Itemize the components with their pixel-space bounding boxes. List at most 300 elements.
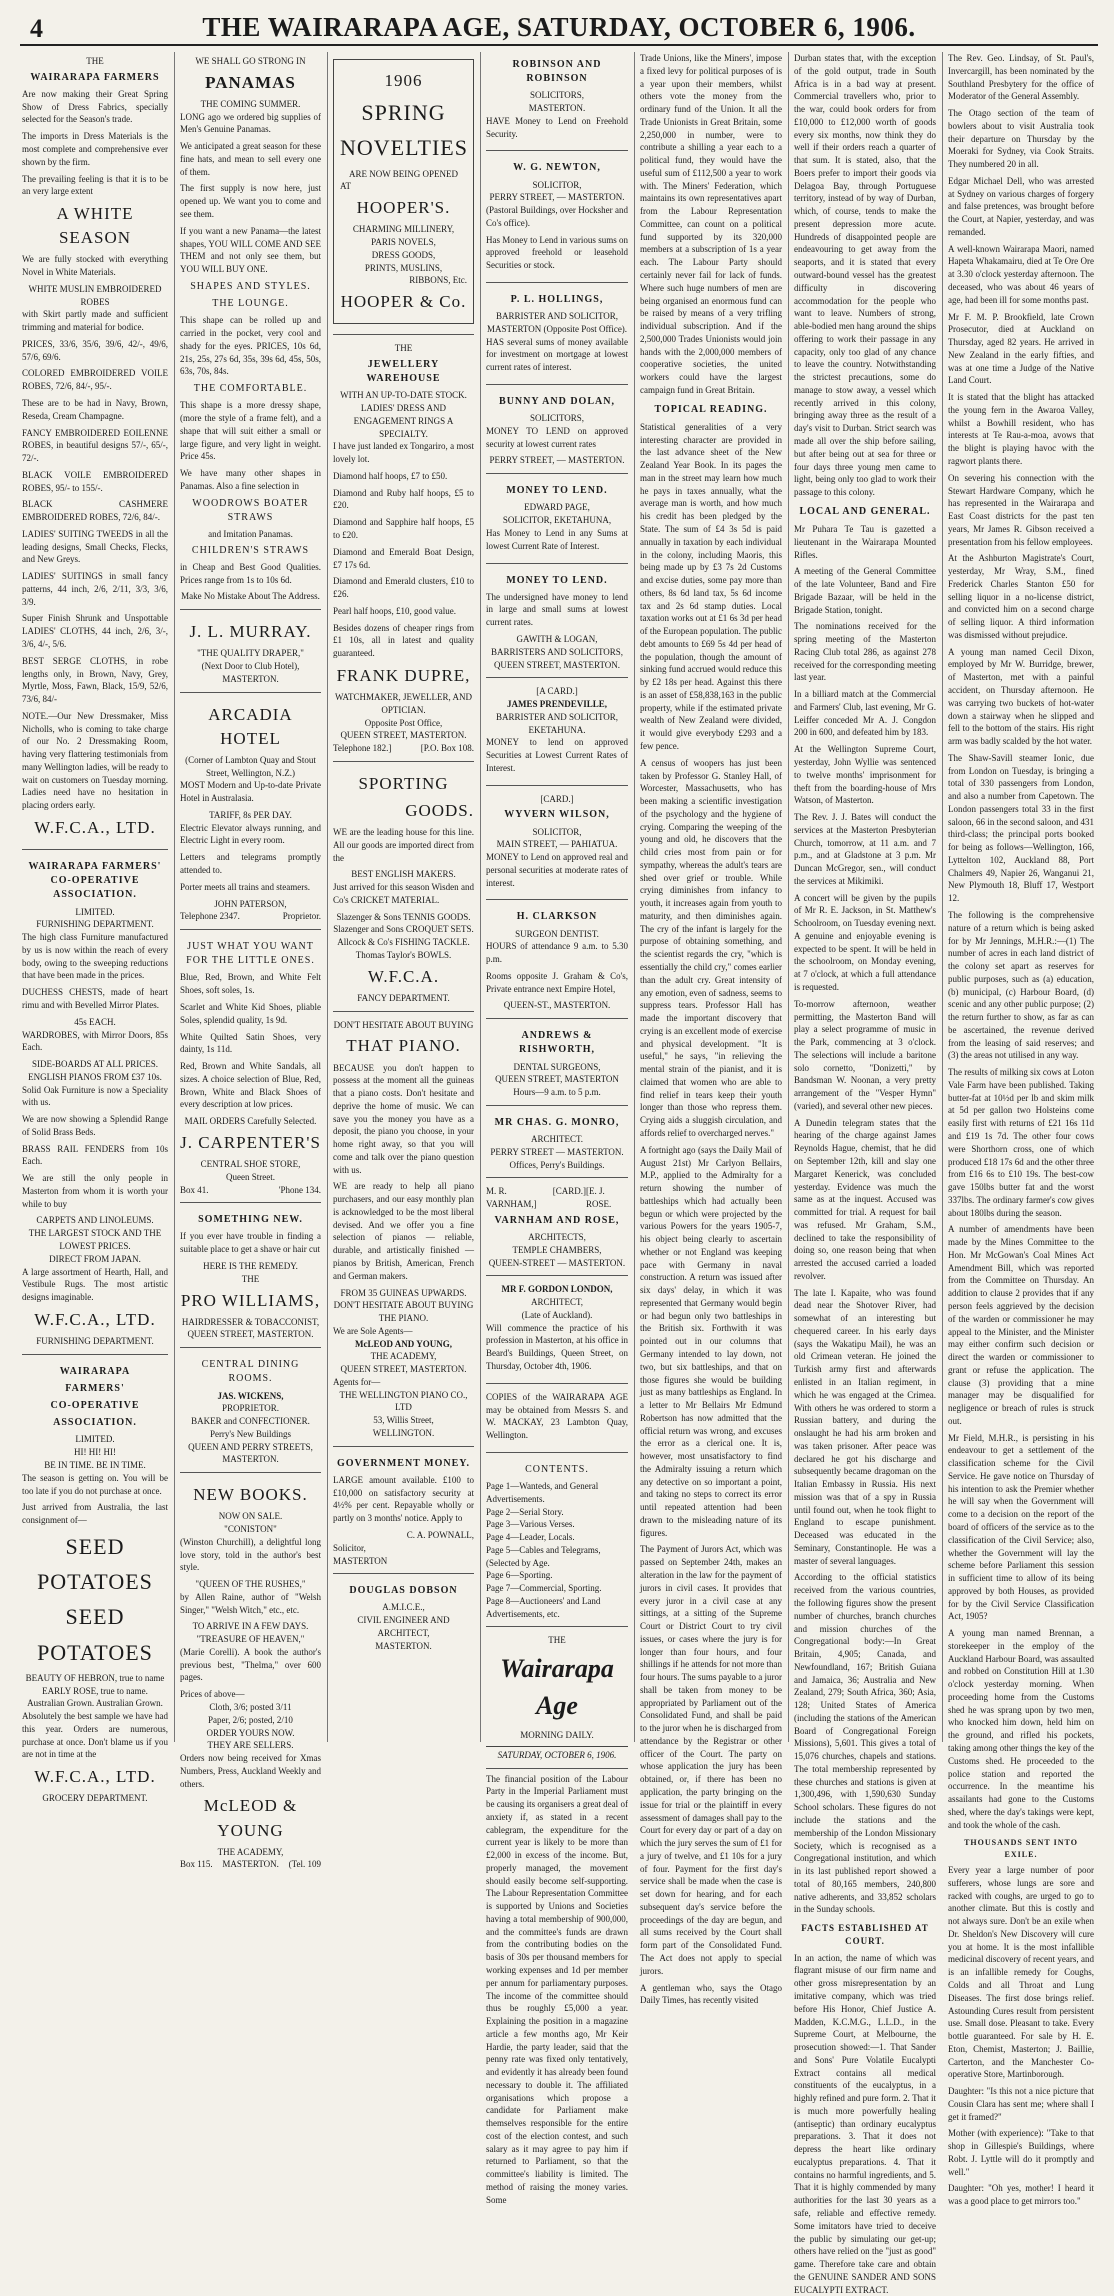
ad-text: Letters and telegrams promptly attended to. — [180, 852, 321, 876]
ad-subtitle: LIMITED. — [75, 1434, 115, 1445]
ad-text: Has Money to Lend in various sums on approved freehold or leasehold Securities or stock. — [486, 234, 628, 271]
ad-item: BLACK CASHMERE EMBROIDERED ROBES, 72/6, 84/-. — [22, 499, 168, 523]
andrews-ad — [486, 1023, 628, 1106]
ad-item: EARLY ROSE, true to name. — [42, 1685, 148, 1696]
column-4 — [486, 52, 628, 2205]
ad-text: The undersigned have money to lend in large and small sums at lowest current rates. — [486, 591, 628, 628]
ad-text: 53, Willis Street, — [373, 1415, 434, 1426]
article-paragraph: In an action, the name of which was flagrant misuse of our firm name and other gross misrepresentation by an imitative company, which was tried before His Honor, Chief Justice A. Madden, K.C.M.G., L.L.D., in the Supreme Court, at Melbourne, the prosecution showed:—1. That Sander and Sons' Pure Volatile Eucalypti Extract contains all medical constituents of the eucalyptus, in a highly refined and pure form. 2. That it is much more powerfully healing (antiseptic) than ordinary eucalyptus preparations. 3. That it does not depress the heart like ordinary eucalyptus preparations. 4. That it contains no harmful ingredients, and 5. That it is highly commended by many authorities for the last 30 years as a safe, reliable and effective remedy. Some imitators have tried to deceive the public by simulating our get-up; others have relied on the "just as good" game. Therefore take care and obtain the GENUINE SANDER AND SONS EUCALYPTI EXTRACT. — [794, 1952, 936, 2295]
jewellery-warehouse-ad — [333, 339, 474, 762]
ad-headline: WYVERN WILSON, — [504, 809, 610, 821]
article-paragraph: A young man named Brennan, a storekeeper in the employ of the Auckland Harbour Board, was assaulted and robbed on Constitution Hill at 1.30 o'clock yesterday morning. When proceeding home from the Customs shed he was sprang upon by two men, who knocked him down, held him on the ground, and rifled his pockets, taking among other things the key of the Customs shed. He proceeded to the police station and reported the occurrence. In the meantime his assailants had gone to the Customs shed, where the day's takings were kept, and took the whole of the cash. — [948, 1628, 1094, 1830]
ad-text: We anticipated a great season for these fine hats, and mean to sell every one of them. — [180, 141, 321, 177]
article-paragraph: Edgar Michael Dell, who was arrested at Sydney on various charges of forgery and false pretences, was brought before the Court, at Napier, yesterday, and was remanded. — [948, 175, 1094, 237]
ad-headline: ROBINSON AND ROBINSON — [512, 59, 602, 85]
ad-item: CHARMING MILLINERY, — [352, 224, 455, 235]
page-money-ad — [486, 478, 628, 563]
ad-note: NOTE.—Our New Dressmaker, Miss Nicholls, who is coming to take charge of our No. 2 Dressmaking Room, having very flattering testimonials from many Wellington ladies, will be ready to wait on customers on Tuesday morning. Ladies need have no hesitation in placing orders early. — [22, 710, 168, 811]
ad-text: JAS. WICKENS, — [217, 1390, 284, 1401]
ad-headline: McLEOD AND YOUNG, — [355, 1338, 452, 1349]
ad-text: WE are the leading house for this line. All our goods are imported direct from the — [333, 827, 474, 863]
contents-item: Page 1—Wanteds, and General Advertisements. — [486, 1480, 599, 1504]
ad-headline: SEED — [65, 1533, 125, 1559]
ad-text: (Corner of Lambton Quay and Stout Street, Wellington, N.Z.) — [185, 754, 316, 778]
ad-item: SIDE-BOARDS AT ALL PRICES. — [31, 1059, 159, 1070]
leader-article-cont: Trade Unions, like the Miners', impose a fixed levy for political purposes of is a year upon their members, whilst others vote the money from the ordinary fund of the Union. It all the Trade Unionists in Great Britain, some 2,250,000 in number, were to contribute a shilling a year each to a political fund, they would have the useful sum of £112,500 a year to work with. The Miners' Federation, which maintains its own representatives apart from the Labour Representation Committee, can count on a political fund supported by its 320,000 members at a subscription of 1s a year each. The Labour Party should certainly never fail for lack of funds. Where such huge numbers of men are being organised an enormous fund can be raised by means of a very trifling individual subscription. And if the 2,500,000 Trades Unionists would join hands with the 2,000,000 members of cooperative societies, the united workers could have the largest campaign fund in Great Britain. — [640, 53, 782, 395]
bunny-ad — [486, 389, 628, 474]
article-paragraph: Every year a large number of poor sufferers, whose lungs are sore and racked with coughs, are urged to go to another climate. But this is costly and not always sure. Don't be an exile when Dr. Sheldon's New Discovery will cure you at home. It is the most infallible medicinal discovery of recent years, and is an infallible remedy for Coughs, Colds and all Throat and Lung Diseases. The first dose brings relief. Astounding Cures result from persistent use. Small dose. Pleasant to take. Every bottle guaranteed. For sale by H. E. Eton, Chemist, Masterton; J. Baillie, Carterton, and the Manchester Co-operative Store, Martinborough. — [948, 1865, 1094, 2080]
ad-text: ARE NOW BEING OPENED — [348, 168, 459, 179]
ad-text: THE ACADEMY, — [370, 1351, 437, 1362]
ad-text: BARRISTER AND SOLICITOR, — [495, 711, 619, 722]
contents-title: CONTENTS. — [525, 1463, 589, 1475]
ad-text: QUEEN STREET, MASTERTON — [495, 1074, 619, 1085]
contents-item: Page 3—Various Verses. — [486, 1519, 575, 1530]
robinson-ad — [486, 52, 628, 151]
ad-text: MASTERTON (Opposite Post Office). — [486, 323, 628, 334]
ad-headline: MONEY TO LEND. — [506, 485, 608, 497]
ad-text: SOLICITOR, EKETAHUNA, — [502, 515, 612, 526]
prendeville-ad — [486, 682, 628, 785]
ad-headline: MR F. GORDON LONDON, — [501, 1284, 613, 1295]
article-paragraph: A Dunedin telegram states that the hearing of the charge against James Reynolds Hague, chemist, that he did on September 12th, kill and slay one Margaret Kenerick, was concluded yesterday. Evidence was much the same as at the inquest. Accused was committed for trial. A request for bail was refused. Mr Graham, S.M., declined to take the responsibility of doing so, one reason being that when arrested the accused carried a loaded revolver. — [794, 1117, 936, 1281]
newspaper-title: THE WAIRARAPA AGE, SATURDAY, OCTOBER 6, 1906. — [202, 12, 916, 42]
ad-text: Box 115. — [180, 1859, 213, 1870]
ad-item: Australian Grown. Australian Grown. — [27, 1698, 163, 1709]
book-title: "TREASURE OF HEAVEN," — [196, 1634, 305, 1645]
ad-text: PERRY STREET — MASTERTON. — [490, 1146, 624, 1157]
hollings-ad — [486, 287, 628, 385]
ad-text: SOLICITORS, — [529, 90, 585, 101]
ad-subhead: THE COMFORTABLE. — [193, 383, 308, 395]
ad-text: If you ever have trouble in finding a suitable place to get a shave or hair cut — [180, 1231, 321, 1255]
ad-text: Box 41. — [180, 1184, 209, 1195]
ad-text: These are to be had in Navy, Brown, Reseda, Cream Champagne. — [22, 397, 168, 421]
ad-text: (Late of Auckland). — [521, 1309, 593, 1320]
ad-text: Orders now being received for Xmas Numbers, Press, Auckland Weekly and others. — [180, 1753, 321, 1789]
column-rule — [634, 52, 635, 1742]
ad-text: THE WELLINGTON PIANO CO., LTD — [339, 1389, 468, 1413]
ad-headline: SPRING — [361, 100, 446, 126]
leader-article: The financial position of the Labour Party in the Imperial Parliament must be causing its organisers a great deal of anxiety if, as stated in a recent cablegram, the expenditure for the current year is likely to be more than £2,000 in excess of the income. But, properly managed, the movement should easily become self-supporting. The Labour Representation Committee is supported by Unions and Societies having a total membership of 900,000, and the committee's funds are drawn from the contributing bodies on the basis of 30s per thousand members for working expenses and 1d per member per annum for parliamentary purposes. The income of the committee should thus be roughly £5,000 a year. Explaining the position in a magazine article a few months ago, Mr Keir Hardie, the party leader, said that the penny rate was fixed only tentatively, and evidently it has already been found necessary to double it. The affiliated organisations which propose a candidate for Parliament make themselves responsible for the entire cost of the election contest, and such salary as it may agree to pay him if returned to Parliament, so that the committee's liability is limited. The method of raising the money varies. Some — [486, 1773, 628, 2205]
ad-subhead: ORDER YOURS NOW. — [206, 1727, 295, 1738]
contents-item: Page 6—Sporting. — [486, 1570, 553, 1581]
ad-text: THE — [241, 1273, 260, 1284]
ad-text: Red, Brown and White Sandals, all sizes. A choice selection of Blue, Red, Brown, White and Black Shoes of every description at low prices. — [180, 1061, 321, 1110]
ad-text: [P.O. Box 108. — [420, 743, 474, 754]
clarkson-ad — [486, 904, 628, 1019]
ad-text: QUEEN STREET, MASTERTON. — [340, 730, 467, 741]
column-rule — [174, 52, 175, 1742]
hoopers-box — [333, 59, 474, 324]
ad-subhead: THEY ARE SELLERS. — [207, 1740, 294, 1751]
ad-title: WAIRARAPA FARMERS — [30, 71, 160, 83]
masthead-the: THE — [548, 1635, 566, 1646]
article-paragraph: Mr F. M. P. Brookfield, late Crown Prosecutor, died at Auckland on Thursday, aged 82 years. He arrived in New Zealand in the early fifties, and was at one time a Judge of the Native Land Court. — [948, 311, 1094, 386]
ad-headline: H. CLARKSON — [516, 911, 598, 923]
book-title: "QUEEN OF THE RUSHES," — [195, 1579, 306, 1590]
masthead-date: SATURDAY, OCTOBER 6, 1906. — [486, 1746, 628, 1762]
ad-item: PRINTS, MUSLINS, — [364, 262, 443, 273]
ad-text: We are Sole Agents— — [333, 1325, 413, 1336]
ad-text: (Winston Churchill), a delightful long love story, told in the author's best style. — [180, 1536, 321, 1573]
ad-headline: NOVELTIES — [340, 135, 468, 161]
ad-text: QUEEN-STREET — MASTERTON. — [488, 1257, 626, 1268]
contents-item: Page 5—Cables and Telegrams, — [486, 1544, 601, 1555]
ad-item: Diamond and Ruby half hoops, £5 to £20. — [333, 487, 474, 511]
article-paragraph: The Rev. J. J. Bates will conduct the services at the Masterton Presbyterian Church, tomorrow, at 11 a.m. and 7 p.m., and at Gladstone at 3 p.m. Mr Duncan McGregor, sen., will conduct the services at Mikimiki. — [794, 812, 936, 886]
masthead-title: Wairarapa Age — [500, 1654, 614, 1721]
arcadia-hotel-ad — [180, 697, 321, 930]
ad-text: MASTERTON. — [222, 1454, 279, 1465]
ad-item: WARDROBES, with Mirror Doors, 85s Each. — [22, 1029, 168, 1053]
ad-text: Hours—9 a.m. to 5 p.m. — [513, 1087, 601, 1098]
government-money-ad — [333, 1451, 474, 1575]
article-paragraph: Daughter: "Is this not a nice picture that Cousin Clara has sent me; where shall I get it framed?" — [948, 2086, 1094, 2122]
ad-item: We are now showing a Splendid Range of Solid Brass Beds. — [22, 1114, 168, 1137]
ad-text: We are fully stocked with everything Novel in White Materials. — [22, 254, 168, 278]
article-paragraph: A gentleman who, says the Otago Daily Times, has recently visited — [640, 1982, 782, 2006]
ad-text: The high class Furniture manufactured by us is now within the reach of every body, owing to the sweeping reductions that have been made in the prices. — [22, 932, 168, 981]
ad-text: CIVIL ENGINEER AND ARCHITECT, — [357, 1615, 450, 1638]
article-paragraph: A fortnight ago (says the Daily Mail of August 21st) Mr Carlyon Bellairs, M.P., applied to the Admiralty for a return showing the number of battleships which had actually been begun or which were projected by the various Powers for the years 1905-7, his object being clearly to ascertain whether or not England was keeping pace with Germany in naval construction. A return was issued after six days' delay, in which it was represented that Germany would begin or had begun only two battleships in the British six. Forthwith it was pointed out in our columns that Germany intended to lay down, not two, but six battleships, and that on those figures she would be building just as many battleships as England. In a letter to Mr Bellairs Mr Edmund Robertson has now admitted that the official return was wrong, and excuses the error as a clerical one. It is, however, most unsatisfactory to find the Admiralty issuing a return which any detective on so important a point, and taking no steps to correct its error until repeated attention had been drawn to the misleading nature of its figures. — [640, 1144, 782, 1538]
ad-item: WHITE MUSLIN EMBROIDERED ROBES — [28, 283, 162, 307]
ad-headline: 1906 — [384, 71, 423, 90]
ad-text: Make No Mistake About The Address. — [181, 591, 320, 602]
ad-text: Agents for— — [333, 1376, 381, 1387]
ad-text: MONEY to Lend on approved real and personal securities at moderate rates of interest. — [486, 852, 628, 888]
ad-subhead: TO ARRIVE IN A FEW DAYS. — [192, 1621, 309, 1632]
contents-item: Page 7—Commercial, Sporting. — [486, 1583, 602, 1594]
wilson-ad — [486, 790, 628, 901]
ad-item: Allcock & Co's FISHING TACKLE. — [337, 937, 470, 948]
ad-subtitle: NOW ON SALE. — [218, 1511, 283, 1522]
article-paragraph: A number of amendments have been made by the Mines Committee to the Hon. Mr McGowan's Coal Mines Act Amendment Bill, which was reported from the Committee on Thursday. An addition to clause 2 provides that if any person feels aggrieved by the decision of the warden or commissioner he may appeal to the Minister, and the Minister may either confirm such decision or direct the warden or commissioner to grant or refuse the application. The clause (3) providing that a mine manager may be disqualified for negligence or breach of rules is struck out. — [948, 1224, 1094, 1426]
section-heading: LOCAL AND GENERAL. — [799, 505, 931, 517]
wfca-dress-ad — [22, 52, 168, 850]
ad-subtitle: "THE QUALITY DRAPER," — [197, 648, 304, 659]
ad-headline: SEED — [65, 1604, 125, 1630]
murray-ad — [180, 614, 321, 692]
article-paragraph: The late I. Kapaite, who was found dead near the Shotover River, had somewhat of an interesting but chequered career. In his early days (says the Wakatipu Mail), he was an old Crimean veteran. He joined the Turkish army first and afterwards enlisted in an Italian regiment, in which he was engaged at the Crimea. With others he was ordered to storm a Russian battery, and during the onslaught he had his arm broken and was taken prisoner. After peace was declared he got his discharge and subsequently became dragoman on the Italian Embassy in Russia. His next mission was that of a spy in Russia until found out, when he took flight to England to escape punishment. Deceased was educated in the Seminary, Constantinople. He was a master of several languages. — [794, 1287, 936, 1566]
ad-headline: THAT PIANO. — [346, 1036, 461, 1056]
article-paragraph: The Payment of Jurors Act, which was passed on September 24th, makes an alteration in the law for the payment of jurors in civil cases. It provides that every juror in a civil case at any sittings, at a sitting of the Supreme Court or District Court to try civil issues, or cases where the jury is for longer than four hours, and four shillings if he attends for not more than four hours. The sums payable to a juror shall be taken from money to be appropriated by Parliament out of the Consolidated Fund, and shall be paid to the juror when he is discharged from attendance by the Registrar or other officer of the Court. The party on whose application the jury has been obtained, or, if there has been no application, the party bringing on the issue for trial or the plaintiff in every assessment of damages shall pay to the Court for every day or part of a day on which the jury serves the sum of £1 for a jury of twelve, and £1 10s for a jury of four. Payment for the first day's service shall be made when the case is set down for hearing, and for each subsequent day's service before the proceedings of the day are begun, and all sums received by the Court shall form part of the Consolidated Fund. The Act does not apply to special jurors. — [640, 1544, 782, 1976]
ad-text: MASTERTON — [333, 1555, 388, 1566]
ad-subtitle: FURNISHING DEPARTMENT. — [36, 919, 154, 930]
ad-subtitle: LIMITED. — [75, 906, 115, 917]
ad-text: WELLINGTON. — [372, 1427, 435, 1438]
ad-headline: MONEY TO LEND. — [506, 574, 608, 586]
column-7 — [948, 52, 1094, 2207]
ad-text: by Allen Raine, author of "Welsh Singer," "Welsh Witch," etc., etc. — [180, 1591, 321, 1615]
ad-text: MASTERTON. — [222, 1859, 279, 1870]
ad-text: GAWITH & LOGAN, — [516, 633, 598, 644]
article-paragraph: It is stated that the blight has attacked the young fern in the Awaroa Valley, whilst a Bowhill resident, who has interests at Te Rau-a-moa, avows that the blight is playing havoc with the ragwort plants there. — [948, 392, 1094, 466]
ad-text: This shape is a more dressy shape, (more the style of a frame felt), and a shape that will suit either a small or large figure, and very light in weight. Price 45s. — [180, 400, 321, 462]
ad-text: MOST Modern and Up-to-date Private Hotel in Australasia. — [180, 780, 321, 804]
ad-subtitle: FANCY DEPARTMENT. — [357, 992, 450, 1003]
contents-box — [486, 1457, 628, 1628]
ad-text: Has Money to Lend in any Sums at lowest Current Rate of Interest. — [486, 527, 628, 551]
ad-item: FANCY EMBROIDERED EOILENNE ROBES, in beautiful designs 57/-, 65/-, 72/-. — [22, 427, 168, 464]
ad-text: (Pastoral Buildings, over Hocksher and Co's office). — [486, 205, 628, 228]
page-masthead — [20, 10, 1098, 46]
article-paragraph: On severing his connection with the Stewart Hardware Company, which he has represented in the Wairarapa and East Coast districts for the past ten years, Mr James R. Gibson received a presentation from his fellow employees. — [948, 472, 1094, 547]
ad-headline: NEW BOOKS. — [193, 1485, 308, 1505]
ad-text: SOLICITORS, — [529, 413, 585, 424]
ad-signature: HOOPER & Co. — [340, 292, 467, 312]
section-heading: TOPICAL READING. — [654, 403, 768, 415]
column-5 — [640, 52, 782, 2006]
ad-item: CARPETS AND LINOLEUMS. — [36, 1215, 154, 1226]
ad-text: The season is getting on. You will be too late if you do not purchase at once. — [22, 1472, 168, 1496]
ad-text: ARCHITECTS, — [528, 1232, 586, 1243]
ad-text: AT — [340, 181, 351, 192]
ad-subtitle: FURNISHING DEPARTMENT. — [36, 1335, 154, 1346]
ad-text: THE — [394, 343, 413, 354]
williams-hairdresser-ad — [180, 1207, 321, 1348]
ad-subtitle: WITH AN UP-TO-DATE STOCK. — [340, 390, 467, 401]
ad-text: BARRISTER AND SOLICITOR, — [495, 311, 619, 322]
ad-item: Thomas Taylor's BOWLS. — [355, 949, 452, 960]
ad-headline: GOODS. — [405, 800, 474, 820]
article-paragraph: Daughter: "Oh yes, mother! I heard it was a good place to get mirrors too." — [948, 2183, 1094, 2207]
ad-title: CO-OPERATIVE — [50, 1400, 140, 1412]
ad-text: WE SHALL GO STRONG IN — [195, 56, 306, 66]
newton-ad — [486, 155, 628, 283]
ad-text: with Skirt partly made and sufficient trimming and material for bodice. — [22, 309, 168, 333]
ad-subhead: DON'T HESITATE ABOUT BUYING THE PIANO. — [333, 1300, 474, 1324]
article-paragraph: The nominations received for the spring meeting of the Masterton Racing Club total 286, as against 278 received for the corresponding meeting last year. — [794, 621, 936, 683]
ad-headline: J. CARPENTER'S — [180, 1132, 321, 1152]
ad-subhead: JUST WHAT YOU WANT FOR THE LITTLE ONES. — [186, 941, 315, 967]
article-paragraph: Statistical generalities of a very interesting character are provided in the last advance sheet of the New Zealand Year Book. In its pages the man in the street may learn how much he pays in taxes annually, what the average man is worth, and how much his credit has been pledged by the State. The sum of £4 3s 5d is paid annually in taxation by each individual in the colony, including Maoris, this being made up by £3 7s 2d Customs and excise duties, some pay more than others, 8s 6d land tax, 5s 6d income tax and 2s 6d stamp duties. Local taxation works out at £1 6s 3d per head of the European population. The public debt amounts to £69 5s 4d per head of the population, though the amount of sinking fund accrued would reduce this by £2 18s per head. Against this there is an asset of £58,838,163 in the public property, while if the estimated private wealth of New Zealand were divided, it would give everybody £293 and a few pence. — [640, 421, 782, 751]
piano-ad — [333, 1016, 474, 1447]
ad-headline: JAMES PRENDEVILLE, — [506, 699, 607, 710]
ad-text: C. A. POWNALL, — [406, 1529, 474, 1540]
ad-item: We are still the only people in Masterton from whom it is worth your while to buy — [22, 1173, 168, 1209]
ad-subtitle: THE ACADEMY, — [217, 1846, 284, 1857]
ad-text: TEMPLE CHAMBERS, — [512, 1244, 602, 1255]
page-number: 4 — [30, 14, 43, 43]
ad-text: JOHN PATERSON, — [214, 898, 287, 909]
ad-headline: P. L. HOLLINGS, — [510, 293, 604, 305]
ad-text: Electric Elevator always running, and Electric Light in every room. — [180, 822, 321, 846]
ad-headline: VARNHAM AND ROSE, — [494, 1214, 620, 1226]
ad-headline: ANDREWS & RISHWORTH, — [518, 1030, 596, 1056]
ad-item: Diamond and Emerald Boat Design, £7 17s 6d. — [333, 546, 474, 570]
ad-text: Perry's New Buildings — [209, 1428, 292, 1439]
ad-price: Paper, 2/6; posted, 2/10 — [208, 1714, 293, 1725]
sporting-goods-ad — [333, 766, 474, 1012]
column-rule — [327, 52, 328, 1742]
ad-subhead: WOODROWS BOATER STRAWS — [192, 497, 309, 523]
article-paragraph: The Rev. Geo. Lindsay, of St. Paul's, Invercargill, has been nominated by the Southland Presbytery for the office of Moderator of the General Assembly. — [948, 53, 1094, 102]
ad-item: DIRECT FROM JAPAN. — [49, 1253, 141, 1264]
ad-text: SOLICITOR, — [532, 826, 582, 837]
ad-text: Queen Street. — [226, 1171, 275, 1182]
article-paragraph: Durban states that, with the exception of the gold output, trade in South Africa is in a bad way at present. Commercial travellers who, prior to the war, could book orders for from £10,000 to £12,000 worth of goods every six months, now think they do well if their orders reach a quarter of that sum. It is stated, also, that the Boers prefer to import their goods via Delagoa Bay, through Portuguese territory, instead of by way of Durban, which, of course, tends to make the present depression more acute. Hundreds of disappointed people are endeavouring to get away from the seaports, and it is stated that every outward-bound vessel has the greatest difficulty in discovering accommodation for the people who want to leave. Numbers of strong, able-bodied men hang around the ships offering to work their passage in any capacity, only too glad of any chance to leave the country. Notwithstanding the strictest precautions, some do manage to stow away, a vessel which recently arrived in this colony, bringing away three as the result of a day's visit to Durban. Strict search was made all over the ship before sailing, but after being out at sea for three or four days three young men came to light, being only too glad to work their passage to this colony. — [794, 53, 936, 498]
column-6 — [794, 52, 936, 2295]
ad-text: MASTERTON. — [528, 103, 586, 114]
ad-subhead: FROM 35 GUINEAS UPWARDS. — [340, 1287, 467, 1298]
column-rule — [788, 52, 789, 1742]
ad-headline: SOMETHING NEW. — [198, 1214, 303, 1226]
ad-text: (Marie Corelli). A book the author's previous best, "Thelma," over 600 pages. — [180, 1646, 321, 1683]
ad-text: This shape can be rolled up and carried in the pocket, very cool and shady for the eyes. PRICES, 10s 6d, 21s, 25s, 27s 6d, 35s, 39s 6d, 45s, 50s, 63s, 70s, 84s. — [180, 315, 321, 377]
ad-text: MONEY to lend on approved Securities at Lowest Current Rates of Interest. — [486, 737, 628, 773]
ad-text: Will commence the practice of his profession in Masterton, at his office in Beard's Buildings, Queen Street, on Thursday, October 4th, 1906. — [486, 1322, 628, 1371]
column-3 — [333, 52, 474, 1742]
ad-text: MAIL ORDERS Carefully Selected. — [184, 1116, 317, 1127]
ad-item: RIBBONS, Etc. — [409, 275, 467, 286]
ad-text: Just arrived from Australia, the last consignment of— — [22, 1502, 168, 1526]
ad-headline: J. L. MURRAY. — [189, 622, 312, 642]
ad-signature: W.F.C.A. — [367, 966, 440, 986]
ad-subhead: THE LOUNGE. — [212, 298, 289, 310]
article-paragraph: A concert will be given by the pupils of Mr R. E. Jackson, in St. Matthew's Schoolroom, on Tuesday evening next. A genuine and enjoyable evening is expected to be spent. It will be held in the schoolroom, on Monday evening, at 7 o'clock, at which a full attendance is requested. — [794, 892, 936, 993]
ad-text: Scarlet and White Kid Shoes, pliable Soles, splendid quality, 1s 9d. — [180, 1001, 321, 1025]
ad-headline: SPORTING — [358, 773, 449, 793]
ad-title: ASSOCIATION. — [53, 1417, 137, 1429]
ad-text: MASTERTON. — [222, 673, 279, 684]
ad-text: HI! HI! HI! — [74, 1447, 116, 1458]
ad-text: A large assortment of Hearth, Hall, and Vestibule Rugs. The most artistic designs imaginable. — [22, 1266, 168, 1303]
ad-text: A.M.I.C.E., — [382, 1602, 425, 1613]
ad-text: QUEEN STREET, MASTERTON. — [493, 659, 621, 670]
ad-text: [A CARD.] — [536, 686, 578, 697]
ad-title: FARMERS' — [65, 1382, 125, 1394]
ad-subhead: BAKER and CONFECTIONER. — [191, 1416, 310, 1427]
ad-subhead: DON'T HESITATE ABOUT BUYING — [333, 1019, 474, 1030]
ad-subtitle: WATCHMAKER, JEWELLER, AND OPTICIAN. — [335, 692, 472, 715]
ad-header: THE — [86, 56, 104, 66]
ad-text: DENTAL SURGEONS, — [513, 1061, 601, 1072]
ad-item: COLORED EMBROIDERED VOILE ROBES, 72/6, 84/-, 95/-. — [22, 368, 168, 392]
ad-item: THE LARGEST STOCK AND THE LOWEST PRICES. — [28, 1228, 162, 1252]
ad-subhead: TARIFF, 8s PER DAY. — [209, 809, 292, 820]
ad-text: PERRY STREET, — MASTERTON. — [489, 455, 625, 466]
ad-headline: POTATOES — [37, 1639, 153, 1665]
ad-text: M. R. VARNHAM,] — [486, 1186, 537, 1210]
ad-text: Prices of above— — [180, 1689, 245, 1700]
ad-item: BRASS RAIL FENDERS from 10s Each. — [22, 1143, 168, 1167]
book-title: "CONISTON" — [224, 1524, 277, 1535]
new-books-ad — [180, 1477, 321, 1877]
article-paragraph: The results of milking six cows at Loton Vale Farm have been published. Taking butter-fat at 10½d per lb and skim milk at 5d per gallon two Holsteins come easily first with returns of £21 16s 11d and £19 1s 7d. The other four cows were Shorthorn cross, one of which produced £18 17s 6d and the other three from £16 6s to £10 19s. The best-cow gave 150lbs butter fat and the worst 337lbs. The ordinary farmer's cow gives about 180lbs during the season. — [948, 1067, 1094, 1218]
ad-subtitle: HAIRDRESSER & TOBACCONIST, — [181, 1316, 320, 1327]
copies-notice — [486, 1388, 628, 1453]
column-2 — [180, 52, 321, 1870]
ad-text: Rooms opposite J. Graham & Co's, Private entrance next Empire Hotel, — [486, 970, 628, 994]
article-paragraph: A meeting of the General Committee of the late Volunteer, Band and Fire Brigade Bazaar, will be held in the Brigade Station, tonight. — [794, 566, 936, 615]
london-ad — [486, 1280, 628, 1383]
ad-headline: A WHITE SEASON — [56, 204, 134, 248]
ad-text: Blue, Red, Brown, and White Felt Shoes, soft soles, 1s. — [180, 972, 321, 996]
varnham-ad — [486, 1182, 628, 1276]
ad-text: MASTERTON. — [375, 1640, 432, 1651]
ad-subhead: HERE IS THE REMEDY. — [203, 1261, 298, 1272]
wfca-seed-potatoes-ad — [22, 1359, 168, 1811]
ad-text: Offices, Perry's Buildings. — [509, 1159, 605, 1170]
ad-text: in Cheap and Best Good Qualities. Prices range from 1s to 10s 6d. — [180, 561, 321, 585]
ad-subhead: BEST ENGLISH MAKERS. — [351, 869, 456, 880]
ad-item: Slazenger & Sons TENNIS GOODS. — [336, 911, 471, 922]
ad-item: Slazenger and Sons CROQUET SETS. — [333, 924, 474, 935]
ad-headline: HOOPER'S. — [356, 198, 451, 218]
ad-text: [E. J. ROSE. — [585, 1186, 612, 1210]
article-paragraph: The Shaw-Savill steamer Ionic, due from London on Tuesday, is bringing a total of 330 passengers from London, and also a number from Capetown. The London passengers total 33 in the first saloon, 66 in the second saloon, and 431 third-class; the principal ports booked for being as follows—Wellington, 166, Lyttelton 102, Auckland 88, Port Chalmers 49, Napier 26, Wanganui 21, New Plymouth 18, Bluff 17, Westport 12. — [948, 752, 1094, 904]
ad-item: Diamond and Emerald clusters, £10 to £26. — [333, 576, 474, 600]
ad-text: LONG ago we ordered big supplies of Men's Genuine Panamas. — [180, 111, 321, 135]
ad-headline: McLEOD & YOUNG — [203, 1796, 298, 1840]
ad-title: WAIRARAPA — [59, 1365, 131, 1377]
ad-text: HAVE Money to Lend on Freehold Security. — [486, 115, 628, 139]
ad-subtitle: CENTRAL SHOE STORE, — [200, 1159, 301, 1169]
ad-text: [CARD.] — [540, 793, 574, 804]
ad-text: Porter meets all trains and steamers. — [180, 881, 310, 892]
article-paragraph: According to the official statistics received from the various countries, the following figures show the present number of churches, branch churches and mission churches of the Congregational body:—In Great Britain, 4,905; Canada, and Newfoundland, 167; British Guiana and Jamaica, 36; Australia and New Zealand, 279; South Africa, 360; Asia, 128; United States of America (including the stations of the American Board of Congregational Foreign Missions), 5,601. This gives a total of 15,076 churches, chapels and stations. The total membership represented by these churches and stations is given at 1,300,496, with 1,590,630 Sunday School scholars. These figures do not include the stations and the membership of the London Missionary Society, which is recognised as a Congregational institution, and which in its last published report showed a total of 80,165 members, 240,800 native adherents, and 33,852 scholars in the Sunday schools. — [794, 1572, 936, 1915]
ad-text: COPIES of the WAIRARAPA AGE may be obtained from Messrs S. and W. MACKAY, 23 Lambton Quay, Wellington. — [486, 1391, 628, 1441]
ad-text: If you want a new Panama—the latest shapes, YOU WILL COME AND SEE THEM and not only see them, but YOU WILL BUY ONE. — [180, 225, 321, 275]
carpenter-shoes-ad — [180, 934, 321, 1203]
ad-price: PRICES, 33/6, 35/6, 39/6, 42/-, 49/6, 57/6, 69/6. — [22, 338, 168, 362]
article-paragraph: Mr Puhara Te Tau is gazetted a lieutenant in the Wairarapa Mounted Rifles. — [794, 523, 936, 560]
article-paragraph: A young man named Cecil Dixon, employed by Mr W. Burridge, brewer, of Masterton, met with a painful accident, on Thursday afternoon. He was carrying two buckets of hot-water down a stairway when he slipped and fell to the bottom of the stairs. His right arm was badly scalded by the hot water. — [948, 646, 1094, 747]
ad-text: ARCHITECT, — [530, 1297, 584, 1308]
ad-text: The first supply is now here, just opened up. We want you to come and see them. — [180, 183, 321, 220]
ad-subtitle: THE COMING SUMMER. — [200, 98, 301, 109]
ad-signature: W.F.C.A., LTD. — [34, 1309, 156, 1329]
ad-text: LARGE amount available. £100 to £10,000 on satisfactory security at 4½% per cent. Repayable wholly or partly on 3 months' notice. Apply to — [333, 1474, 474, 1524]
ad-headline: POTATOES — [37, 1569, 153, 1595]
wickens-dining-ad — [180, 1352, 321, 1473]
ad-text: QUEEN STREET, MASTERTON. — [187, 1329, 314, 1340]
column-rule — [480, 52, 481, 1742]
ad-item: Diamond and Sapphire half hoops, £5 to £20. — [333, 517, 474, 540]
ad-text: HAS several sums of money available for investment on mortgage at lowest current rates of interest. — [486, 336, 628, 373]
ad-subtitle: GROCERY DEPARTMENT. — [42, 1793, 148, 1804]
ad-item: BEST SERGE CLOTHS, in robe lengths only, in Brown, Navy, Grey, Myrtle, Moss, Fawn, Black, 15/9, 52/6, 73/6, 84/- — [22, 655, 168, 705]
column-rule — [942, 52, 943, 1742]
ad-headline: PRO WILLIAMS, — [180, 1290, 321, 1310]
ad-headline: BUNNY AND DOLAN, — [499, 396, 615, 407]
ad-text: and Imitation Panamas. — [208, 528, 293, 539]
ad-text: Solicitor, — [333, 1542, 366, 1553]
ad-text: Opposite Post Office, — [364, 717, 443, 728]
gawith-ad — [486, 568, 628, 679]
ad-text: (Next Door to Club Hotel), — [201, 661, 300, 672]
ad-text: EDWARD PAGE, — [524, 502, 590, 513]
ad-item: BLACK VOILE EMBROIDERED ROBES, 95/- to 155/-. — [22, 469, 168, 493]
article-paragraph: A well-known Wairarapa Maori, named Hapeta Whakamairu, died at Te Ore Ore at 3.30 o'clock yesterday afternoon. The deceased, who was about 46 years of age, had been ill for some months past. — [948, 243, 1094, 305]
column-1 — [22, 52, 168, 1804]
ad-text: Telephone 2347. — [180, 911, 240, 922]
ad-text: [CARD.] — [552, 1186, 586, 1197]
ad-item: DRESS GOODS, — [371, 249, 436, 260]
ad-text: BARRISTERS AND SOLICITORS, — [490, 646, 624, 657]
ad-item: ENGLISH PIANOS FROM £37 10s. — [28, 1071, 162, 1082]
contents-item: Page 4—Leader, Locals. — [486, 1532, 575, 1543]
ad-headline: JEWELLERY WAREHOUSE — [366, 358, 441, 385]
ad-text: I have just landed ex Tongariro, a most lovely lot. — [333, 441, 474, 465]
ad-item: PARIS NOVELS, — [371, 237, 436, 248]
ad-text: BECAUSE you don't happen to possess at the moment all the guineas that a piano costs. Don't hesitate and deprive the home of music. We can save you the money you have as a deposit, the piano you choose, in your home right away, so that you will come and talk over the piano question with us. — [333, 1062, 474, 1175]
hoopers-ad — [333, 52, 474, 335]
article-paragraph: To-morrow afternoon, weather permitting, the Masterton Band will play a select programme of music in the Park, commencing at 3 o'clock. The selections will include a baritone solo cornetto, "Donizetti," by Bandsman W. Noonan, a very pretty arrangement of the "Vesper Hymn" (varied), and several other new pieces. — [794, 998, 936, 1111]
ad-price: 45s EACH. — [74, 1016, 116, 1027]
ad-text: 'Phone 134. — [278, 1184, 321, 1195]
